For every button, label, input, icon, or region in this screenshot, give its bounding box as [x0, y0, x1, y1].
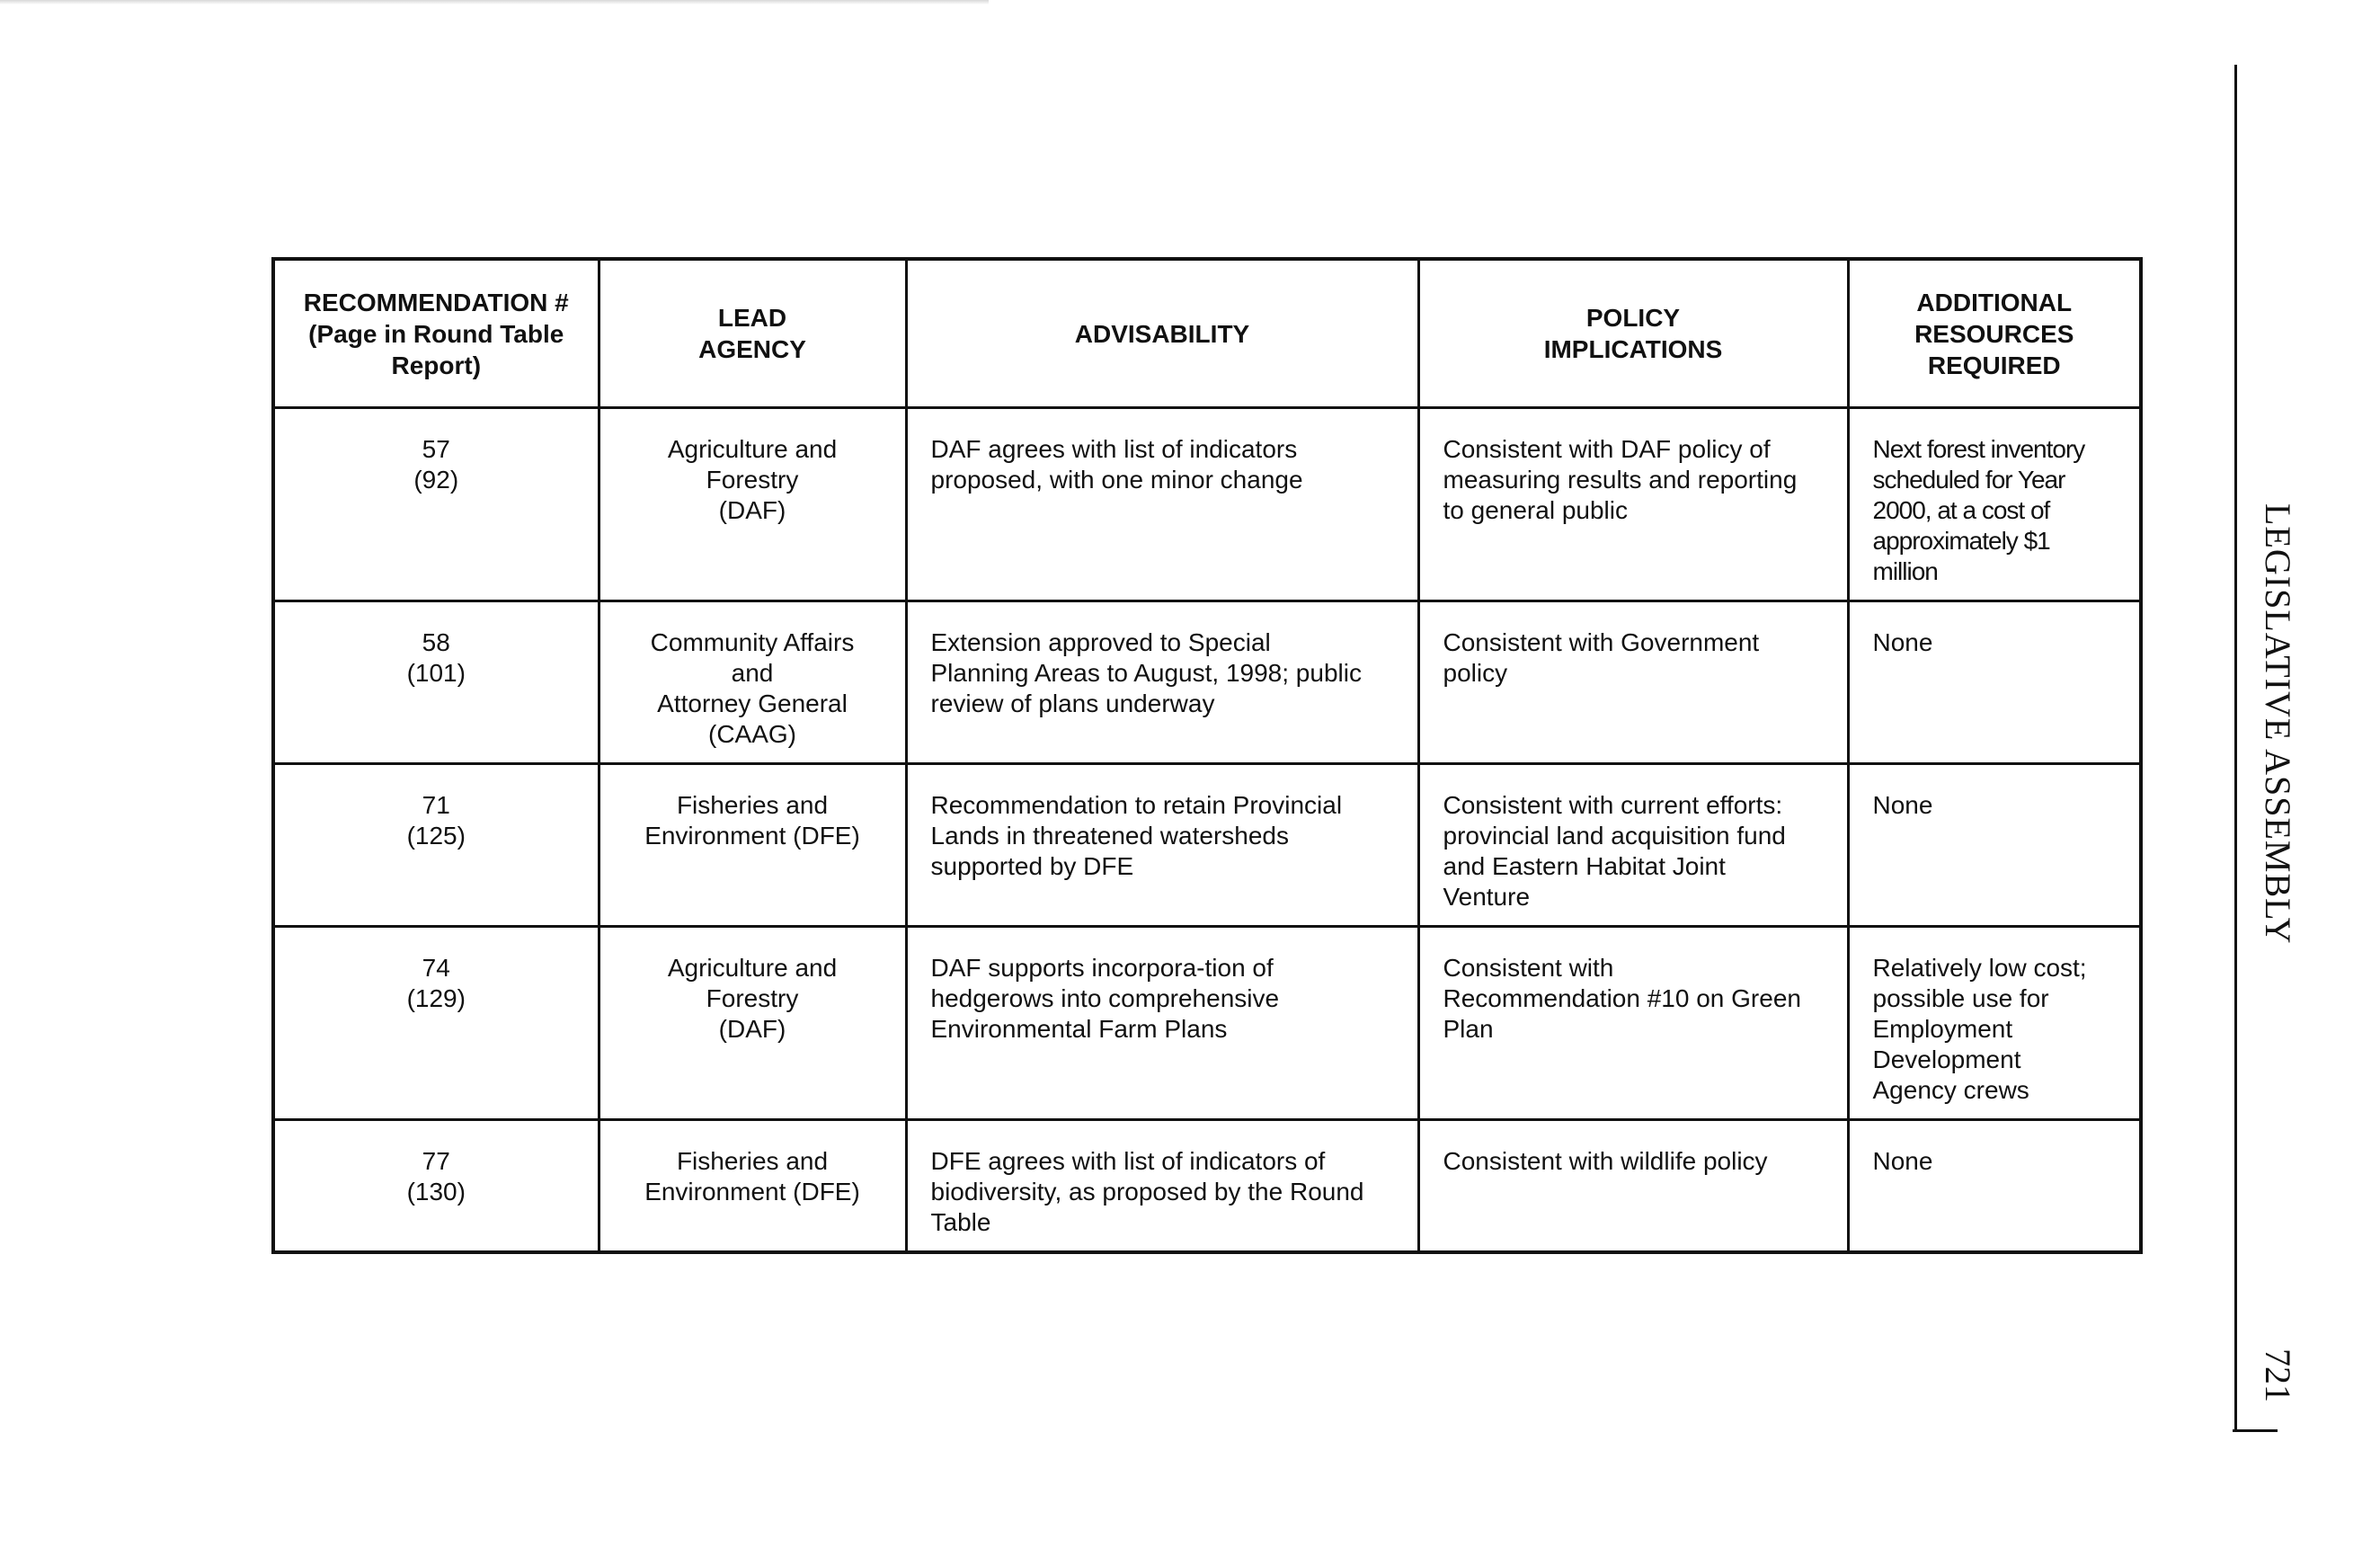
table-row	[273, 408, 2141, 601]
cell-lead-agency	[599, 927, 906, 1120]
cell-line: policy	[1443, 659, 1508, 687]
cell-line: (92)	[413, 466, 459, 494]
running-header: LEGISLATIVE ASSEMBLY	[2258, 503, 2298, 945]
header-additional-resources	[1848, 259, 2141, 408]
cell-line: provincial land acquisition fund	[1443, 822, 1786, 850]
cell-additional-resources	[1848, 601, 2141, 764]
cell-line: Agriculture and	[667, 954, 838, 982]
cell-advisability	[906, 1120, 1418, 1253]
table-row	[273, 1120, 2141, 1253]
header-line: POLICY	[1585, 304, 1681, 332]
cell-line: to general public	[1443, 496, 1628, 524]
header-line: LEAD	[717, 304, 787, 332]
cell-line: Relatively low cost;	[1872, 954, 2087, 982]
cell-lead-agency	[599, 408, 906, 601]
cell-line: Environmental Farm Plans	[930, 1015, 1228, 1043]
table-header-row	[273, 259, 2141, 408]
cell-line: million	[1872, 557, 1938, 585]
cell-line: Planning Areas to August, 1998; public	[930, 659, 1362, 687]
cell-line: Consistent with current efforts:	[1443, 791, 1783, 819]
cell-additional-resources	[1848, 764, 2141, 927]
page-number: 721	[2258, 1348, 2298, 1402]
cell-line: hedgerows into comprehensive	[930, 984, 1280, 1012]
cell-line: and	[731, 659, 774, 687]
cell-line: Consistent with DAF policy of	[1443, 435, 1771, 463]
cell-line: 57	[422, 435, 450, 463]
page-number-underline	[2233, 1429, 2278, 1432]
cell-line: Consistent with wildlife policy	[1443, 1147, 1768, 1175]
header-line: IMPLICATIONS	[1543, 335, 1723, 363]
cell-line: Environment (DFE)	[644, 1178, 860, 1206]
cell-line: 74	[422, 954, 450, 982]
cell-line: Fisheries and	[676, 791, 829, 819]
cell-line: scheduled for Year	[1872, 466, 2065, 494]
cell-line: (130)	[406, 1178, 466, 1206]
cell-line: 2000, at a cost of	[1872, 496, 2050, 524]
cell-line: (DAF)	[718, 496, 786, 524]
cell-line: Next forest inventory	[1872, 435, 2085, 463]
cell-line: Agriculture and	[667, 435, 838, 463]
cell-line: Environment (DFE)	[644, 822, 860, 850]
cell-line: Fisheries and	[676, 1147, 829, 1175]
cell-advisability	[906, 764, 1418, 927]
cell-line: DAF supports incorpora-tion of	[930, 954, 1274, 982]
cell-line: None	[1872, 628, 1933, 656]
cell-line: and Eastern Habitat Joint	[1443, 852, 1726, 880]
cell-lead-agency	[599, 1120, 906, 1253]
cell-line: (129)	[406, 984, 466, 1012]
cell-line: supported by DFE	[930, 852, 1134, 880]
cell-line: Plan	[1443, 1015, 1494, 1043]
header-line: (Page in Round Table	[308, 319, 564, 348]
cell-policy-implications	[1418, 408, 1848, 601]
cell-line: Employment	[1872, 1015, 2013, 1043]
cell-line: biodiversity, as proposed by the Round	[930, 1178, 1364, 1206]
cell-line: (CAAG)	[708, 720, 796, 748]
header-line: RECOMMENDATION #	[303, 288, 569, 316]
header-line: AGENCY	[698, 335, 806, 363]
cell-policy-implications	[1418, 927, 1848, 1120]
cell-advisability	[906, 601, 1418, 764]
cell-recommendation	[273, 764, 599, 927]
cell-line: DFE agrees with list of indicators of	[930, 1147, 1326, 1175]
cell-line: None	[1872, 1147, 1933, 1175]
header-line: REQUIRED	[1927, 351, 2061, 379]
cell-line: proposed, with one minor change	[930, 466, 1303, 494]
header-line: Report)	[391, 351, 482, 379]
cell-line: Consistent with	[1443, 954, 1614, 982]
cell-lead-agency	[599, 764, 906, 927]
cell-line: (101)	[406, 659, 466, 687]
table-row	[273, 601, 2141, 764]
cell-line: Development	[1872, 1045, 2021, 1073]
cell-recommendation	[273, 601, 599, 764]
cell-lead-agency	[599, 601, 906, 764]
cell-line: 71	[422, 791, 450, 819]
cell-recommendation	[273, 408, 599, 601]
cell-policy-implications	[1418, 601, 1848, 764]
cell-line: Attorney General	[657, 690, 848, 717]
cell-recommendation	[273, 1120, 599, 1253]
cell-additional-resources	[1848, 927, 2141, 1120]
cell-line: Venture	[1443, 883, 1531, 911]
cell-line: (125)	[406, 822, 466, 850]
table-row	[273, 764, 2141, 927]
cell-line: Consistent with Government	[1443, 628, 1760, 656]
cell-line: Forestry	[706, 984, 799, 1012]
cell-line: Recommendation to retain Provincial	[930, 791, 1343, 819]
header-line: ADVISABILITY	[1074, 319, 1250, 348]
cell-line: Table	[930, 1208, 991, 1236]
cell-line: Lands in threatened watersheds	[930, 822, 1289, 850]
cell-policy-implications	[1418, 764, 1848, 927]
cell-advisability	[906, 927, 1418, 1120]
cell-line: measuring results and reporting	[1443, 466, 1798, 494]
cell-line: Agency crews	[1872, 1076, 2029, 1104]
header-line: RESOURCES	[1914, 319, 2074, 348]
recommendations-table	[271, 257, 2143, 1254]
cell-line: review of plans underway	[930, 690, 1215, 717]
cell-line: 58	[422, 628, 450, 656]
header-lead-agency	[599, 259, 906, 408]
cell-policy-implications	[1418, 1120, 1848, 1253]
cell-line: Forestry	[706, 466, 799, 494]
cell-line: None	[1872, 791, 1933, 819]
cell-line: Extension approved to Special	[930, 628, 1271, 656]
cell-line: approximately $1	[1872, 527, 2050, 555]
cell-additional-resources	[1848, 1120, 2141, 1253]
cell-line: 77	[422, 1147, 450, 1175]
cell-line: Recommendation #10 on Green	[1443, 984, 1801, 1012]
cell-additional-resources	[1848, 408, 2141, 601]
cell-line: possible use for	[1872, 984, 2049, 1012]
header-advisability	[906, 259, 1418, 408]
cell-line: (DAF)	[718, 1015, 786, 1043]
cell-recommendation	[273, 927, 599, 1120]
header-recommendation	[273, 259, 599, 408]
cell-line: DAF agrees with list of indicators	[930, 435, 1298, 463]
table-row	[273, 927, 2141, 1120]
header-policy-implications	[1418, 259, 1848, 408]
cell-line: Community Affairs	[650, 628, 855, 656]
cell-advisability	[906, 408, 1418, 601]
scan-edge-shadow	[0, 0, 989, 4]
header-line: ADDITIONAL	[1916, 288, 2073, 316]
